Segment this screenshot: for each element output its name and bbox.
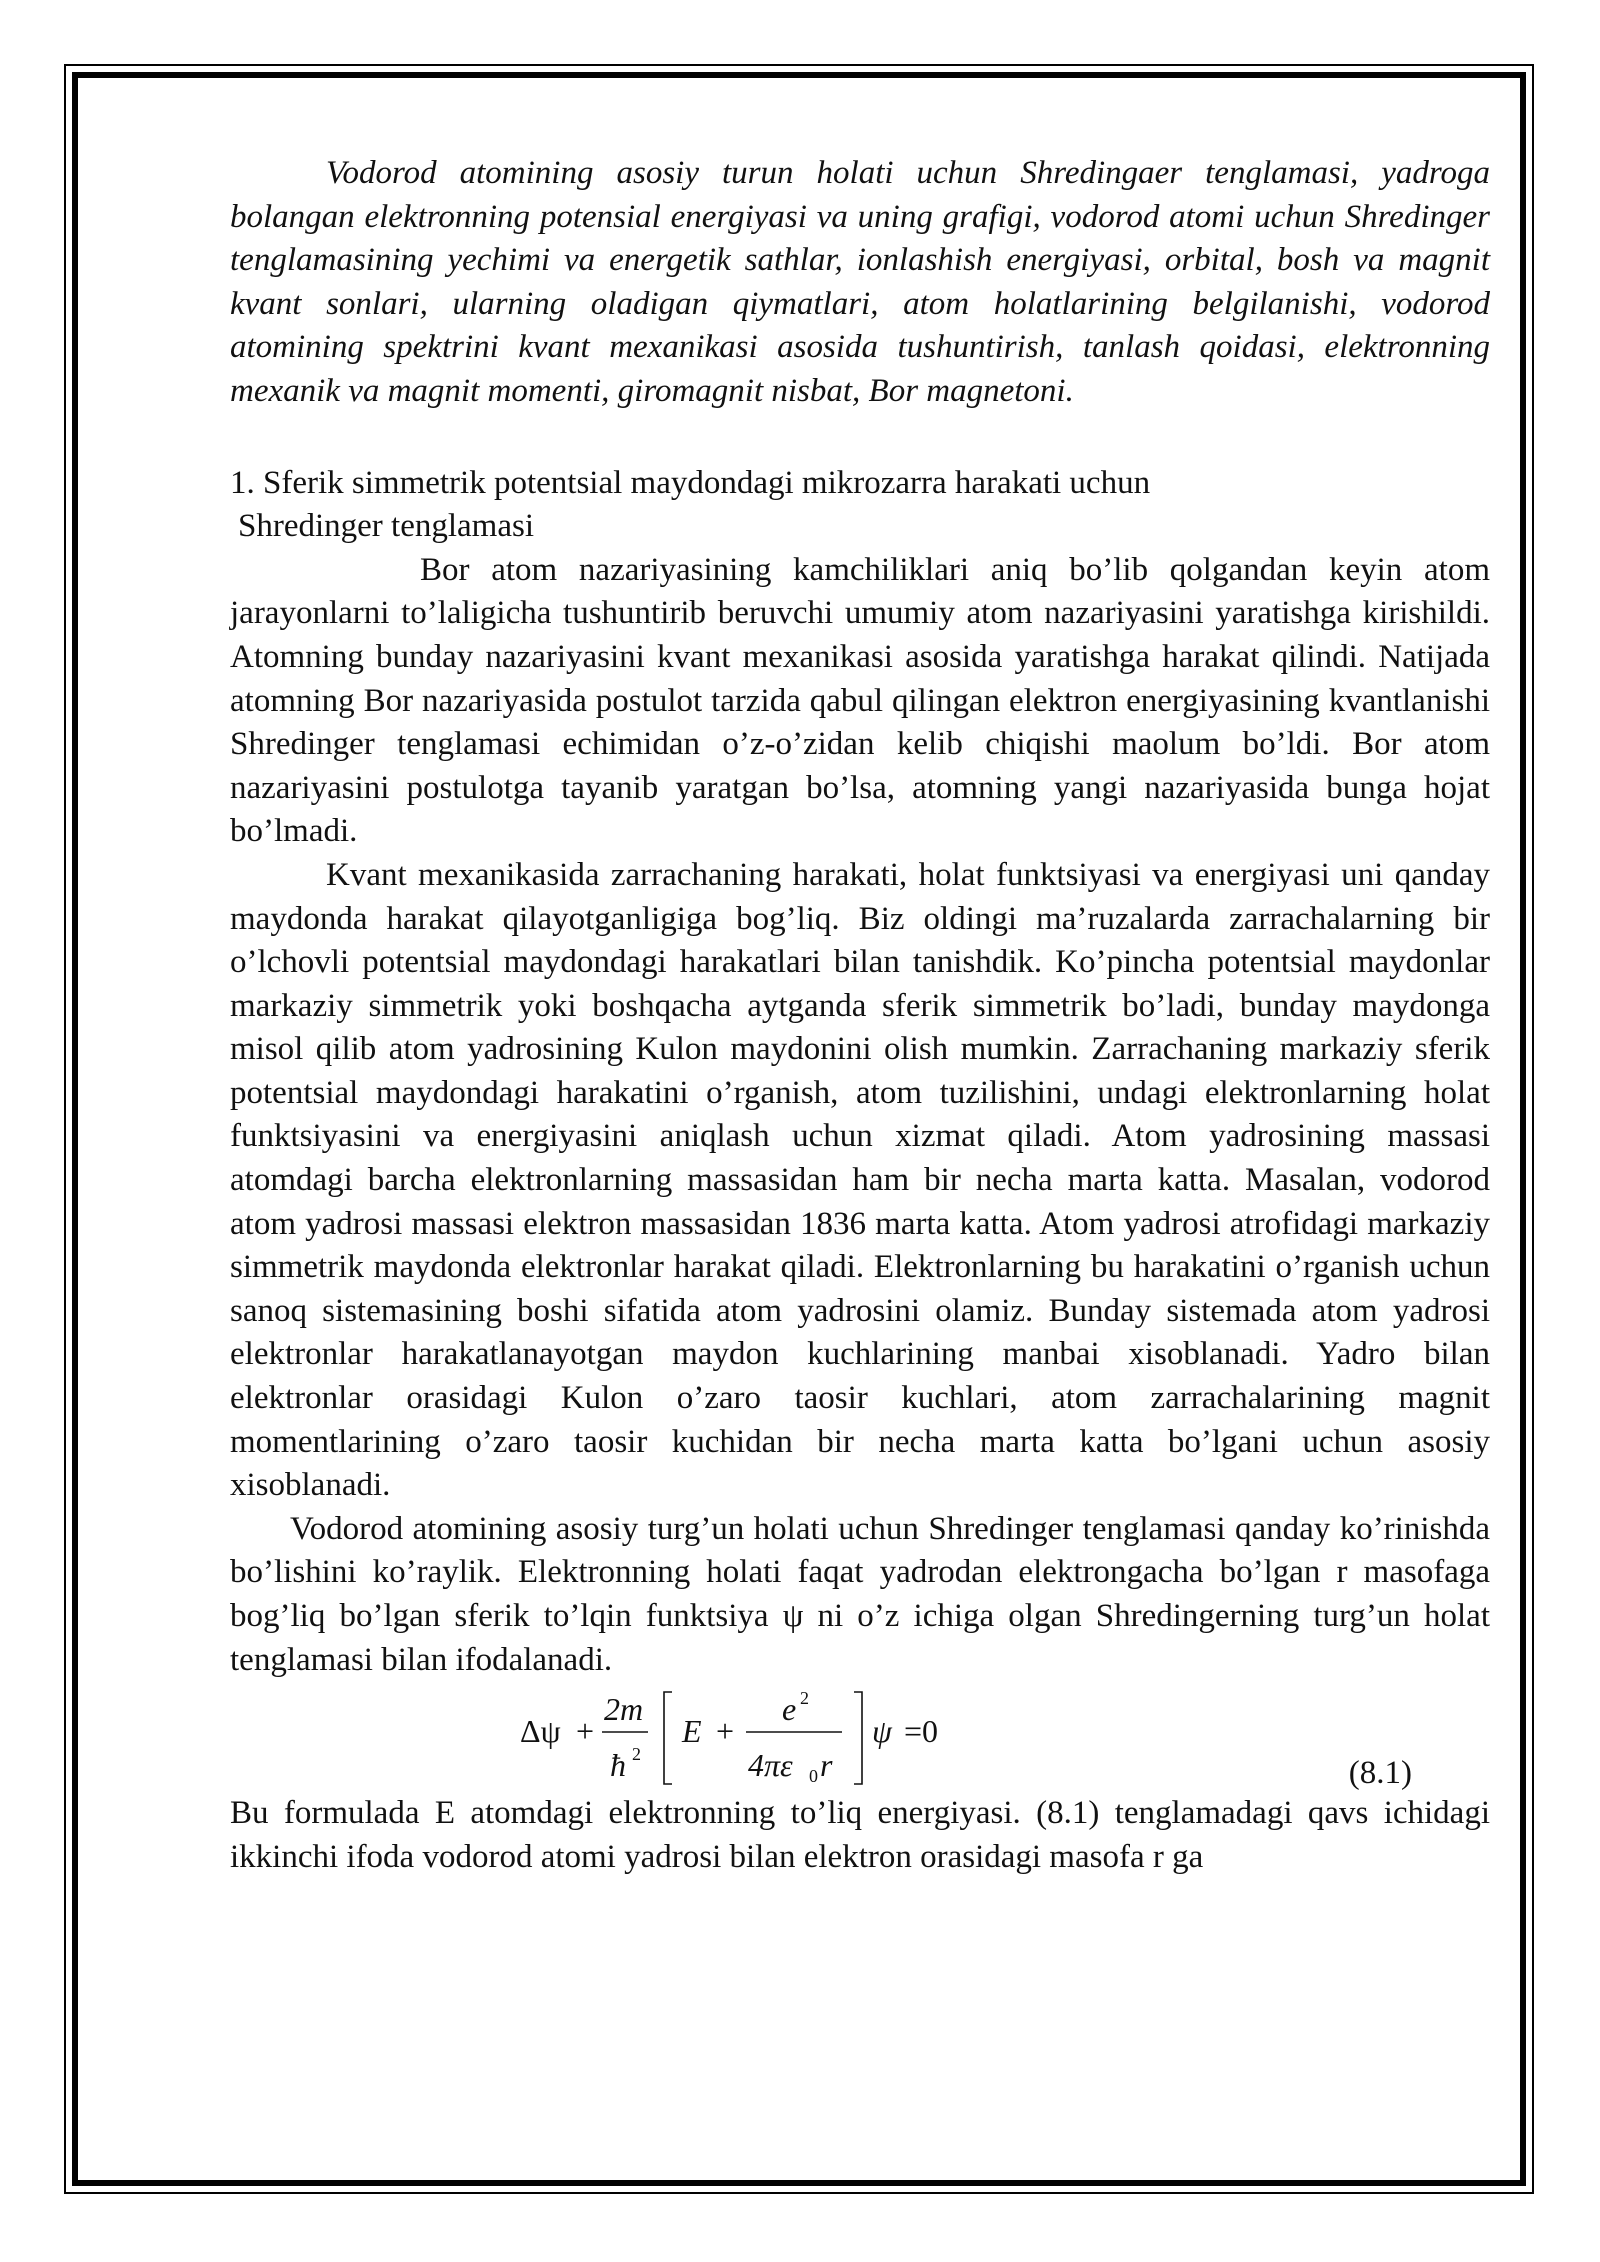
equals-zero: =0 [904, 1713, 939, 1750]
hbar-exponent: 2 [632, 1744, 641, 1765]
hbar: ħ [610, 1747, 626, 1784]
plus-sign-1: + [576, 1713, 595, 1750]
radius-r: r [820, 1747, 833, 1784]
closing-paragraph: Bu formulada E atomdagi elektronning to’liq energiyasi. (8.1) tenglamadagi qavs ichidagi ikkinchi ifoda vodorod atomi yadrosi bilan elektron orasidagi masofa r ga [230, 1795, 1490, 1875]
denominator-4pi-eps: 4πε [748, 1747, 793, 1784]
left-bracket [664, 1692, 672, 1784]
schrodinger-equation [520, 1684, 1160, 1792]
section-heading-line1: 1. Sferik simmetrik potentsial maydondagi mikrozarra harakati uchun [230, 464, 1151, 501]
plus-sign-2: + [716, 1713, 735, 1750]
energy-E: E [682, 1713, 702, 1750]
paragraph-1: Bor atom nazariyasining kamchiliklari aniq bo’lib qolgandan keyin atom jarayonlarni to’laligicha tushuntirib beruvchi umumiy atom nazariyasini yaratishga kirishildi. Atomning bunday nazariyasini kvant mexanikasi asosida yaratishga harakat qilindi. Natijada atomning Bor nazariyasida postulot tarzida qabul qilingan elektron energiyasining kvantlanishi Shredinger tenglamasi echimidan o’z-o’zidan kelib chiqishi maolum bo’ldi. Bor atom nazariyasini postulotga tayanib yaratgan bo’lsa, atomning yangi nazariyasida bunga hojat bo’lmadi. [230, 551, 1490, 850]
numerator-2m: 2m [604, 1691, 644, 1728]
wavefunction-psi: ψ [872, 1713, 892, 1750]
document-body [230, 152, 1490, 1879]
section-heading [230, 462, 1490, 549]
paragraph-2: Kvant mexanikasida zarrachaning harakati, holat funktsiyasi va energiyasi uni qanday maydonda harakat qilayotganligiga bog’liq. Biz oldingi ma’ruzalarda zarrachalarning bir o’lchovli potentsial maydondagi harakatlari bilan tanishdik. Ko’pincha potentsial maydonlar markaziy simmetrik yoki boshqacha aytganda sferik simmetrik bo’ladi, bunday maydonga misol qilib atom yadrosining Kulon maydonini olish mumkin. Zarrachaning markaziy sferik potentsial maydondagi harakatini o’rganish, atom tuzilishini, undagi elektronlarning holat funktsiyasini va energiyasini aniqlash uchun xizmat qiladi. Atom yadrosining massasi atomdagi barcha elektronlarning massasidan ham bir necha marta katta. Masalan, vodorod atom yadrosi massasi elektron massasidan 1836 marta katta. Atom yadrosi atrofidagi markaziy simmetrik maydonda elektronlar harakat qiladi. Elektronlarning bu harakatini o’rganish uchun sanoq sistemasining boshi sifatida atom yadrosini olamiz. Bunday sistemada atom yadrosi elektronlar harakatlanayotgan maydon kuchlarining manbai xisoblanadi. Yadro bilan elektronlar orasidagi Kulon o’zaro taosir kuchlari, atom zarrachalarining magnit momentlarining o’zaro taosir kuchidan bir necha marta katta bo’lgani uchun asosiy xisoblanadi. [230, 856, 1490, 1504]
right-bracket [854, 1692, 862, 1784]
section-heading-line2: Shredinger tenglamasi [238, 508, 535, 545]
charge-exponent: 2 [800, 1688, 809, 1709]
paragraph-3: Vodorod atomining asosiy turg’un holati uchun Shredinger tenglamasi qanday ko’rinishda bo’lishini ko’raylik. Elektronning holati faqat yadrodan elektrongacha bo’lgan r masofaga bog’liq bo’lgan sferik to’lqin funktsiya ψ ni o’z ichiga olgan Shredingerning turg’un holat tenglamasi bilan ifodalanadi. [230, 1510, 1490, 1678]
charge-e: e [782, 1691, 797, 1728]
epsilon-subscript: 0 [809, 1766, 818, 1787]
equation-8-1 [230, 1684, 1490, 1792]
laplacian-psi: Δψ [520, 1713, 561, 1750]
equation-number: (8.1) [1348, 1755, 1412, 1792]
abstract-keywords: Vodorod atomining asosiy turun holati uchun Shredingaer tenglamasi, yadroga bolangan elektronning potensial energiyasi va uning grafigi, vodorod atomi uchun Shredinger tenglamasining yechimi va energetik sathlar, ionlashish energiyasi, orbital, bosh va magnit kvant sonlari, ularning oladigan qiymatlari, atom holatlarining belgilanishi, vodorod atomining spektrini kvant mexanikasi asosida tushuntirish, tanlash qoidasi, elektronning mexanik va magnit momenti, giromagnit nisbat, Bor magnetoni. [230, 155, 1490, 409]
